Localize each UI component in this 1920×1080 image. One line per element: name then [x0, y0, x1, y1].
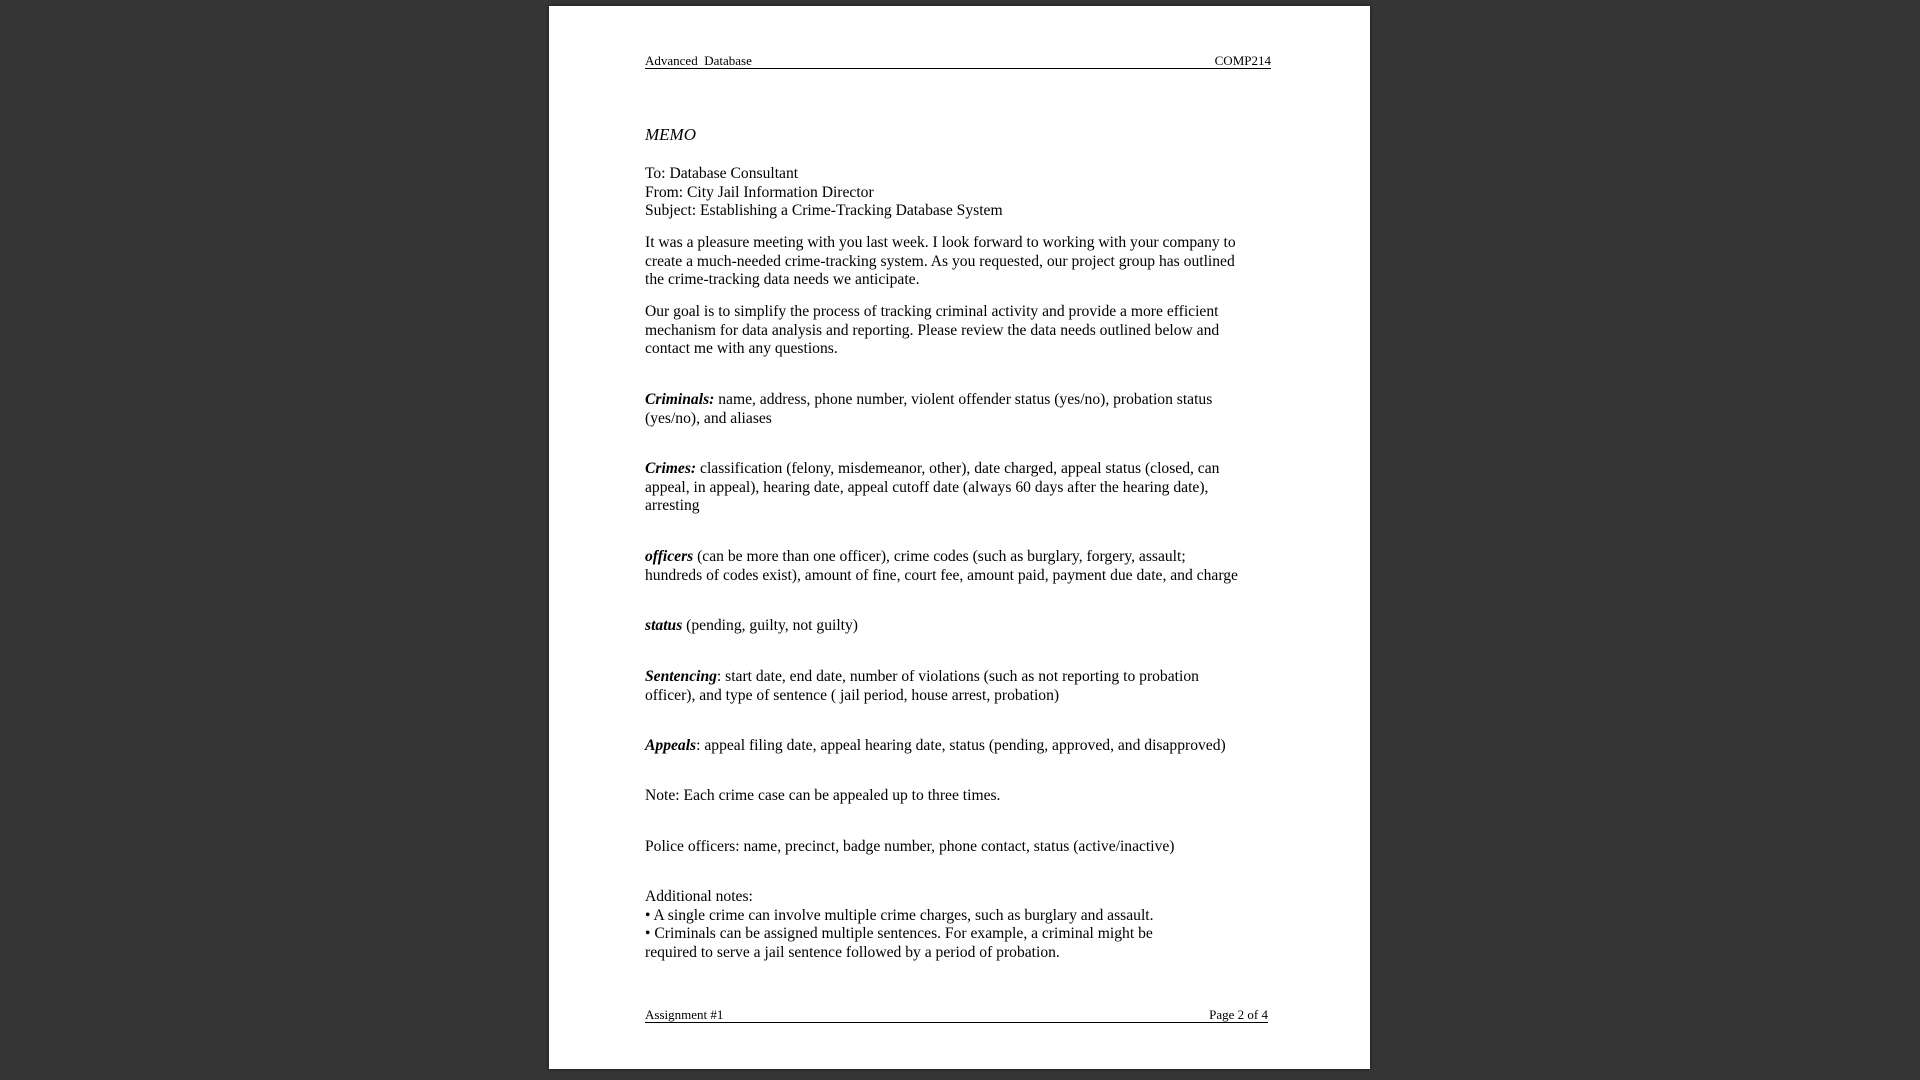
section-note: [645, 787, 1275, 806]
page-header: [645, 53, 1271, 69]
memo-subject: Subject: Establishing a Crime-Tracking Database System: [645, 202, 1003, 220]
section-sentencing: [645, 668, 1275, 705]
section-term: Sentencing: [645, 668, 717, 685]
document-page: [549, 6, 1370, 1069]
memo-title: MEMO: [645, 125, 696, 144]
section-term: Criminals:: [645, 391, 715, 408]
section-line: officer), and type of sentence ( jail period, house arrest, probation): [645, 686, 1060, 704]
section-text: classification (felony, misdemeanor, other), date charged, appeal status (closed, can: [696, 460, 1220, 477]
paragraph-line: create a much-needed crime-tracking system. As you requested, our project group has outlined: [645, 252, 1235, 270]
memo-from: From: City Jail Information Director: [645, 183, 874, 201]
section-term: officers: [645, 548, 694, 565]
bullet-item: • A single crime can involve multiple crime charges, such as burglary and assault.: [645, 906, 1154, 924]
section-appeals: [645, 737, 1275, 756]
section-line: hundreds of codes exist), amount of fine, court fee, amount paid, payment due date, and charge: [645, 566, 1238, 584]
section-term: status: [645, 617, 683, 634]
memo-to: To: Database Consultant: [645, 165, 799, 182]
bullet-item-continued: required to serve a jail sentence followed by a period of probation.: [645, 943, 1060, 961]
section-line: [645, 737, 1275, 756]
section-term: Appeals: [645, 737, 697, 754]
footer-assignment: Assignment #1: [645, 1007, 724, 1022]
bullet-item: • Criminals can be assigned multiple sentences. For example, a criminal might be: [645, 925, 1153, 943]
section-text: (pending, guilty, not guilty): [682, 617, 858, 634]
section-status: [645, 617, 1275, 636]
section-line: [645, 617, 1275, 636]
paragraph-line: It was a pleasure meeting with you last week. I look forward to working with your company to: [645, 234, 1236, 251]
page-footer: [645, 1007, 1268, 1023]
header-course-code: COMP214: [1214, 53, 1271, 68]
memo-addressing: [645, 165, 1275, 221]
section-additional-notes: [645, 888, 1275, 962]
note-text: Note: Each crime case can be appealed up to three times.: [645, 787, 1001, 804]
paragraph-line: Our goal is to simplify the process of tracking criminal activity and provide a more efficient: [645, 303, 1219, 320]
footer-page-number: Page 2 of 4: [1209, 1007, 1268, 1022]
section-text: name, address, phone number, violent offender status (yes/no), probation status: [714, 391, 1213, 408]
section-crimes: [645, 460, 1275, 516]
additional-heading: Additional notes:: [645, 888, 753, 905]
section-officers: [645, 548, 1275, 585]
section-term: Crimes:: [645, 460, 697, 477]
header-course-name: Advanced Database: [645, 53, 752, 68]
section-line: (yes/no), and aliases: [645, 409, 772, 427]
paragraph-intro: [645, 234, 1275, 290]
section-text: : appeal filing date, appeal hearing date, status (pending, approved, and disapproved): [696, 737, 1226, 754]
section-text: : start date, end date, number of violations (such as not reporting to probation: [716, 668, 1199, 685]
paragraph-goal: [645, 303, 1275, 359]
paragraph-line: the crime-tracking data needs we anticipate.: [645, 271, 920, 289]
section-line: [645, 668, 1275, 687]
section-line: arresting: [645, 497, 700, 515]
section-line: [645, 391, 1275, 410]
section-line: [645, 548, 1275, 567]
section-line: [645, 460, 1275, 479]
section-text: (can be more than one officer), crime codes (such as burglary, forgery, assault;: [693, 548, 1186, 565]
section-police-officers: [645, 838, 1275, 857]
paragraph-line: contact me with any questions.: [645, 340, 838, 358]
section-line: appeal, in appeal), hearing date, appeal cutoff date (always 60 days after the hearing date),: [645, 478, 1209, 496]
police-text: Police officers: name, precinct, badge number, phone contact, status (active/inactive): [645, 838, 1175, 855]
paragraph-line: mechanism for data analysis and reporting. Please review the data needs outlined below and: [645, 321, 1220, 339]
section-criminals: [645, 391, 1275, 428]
